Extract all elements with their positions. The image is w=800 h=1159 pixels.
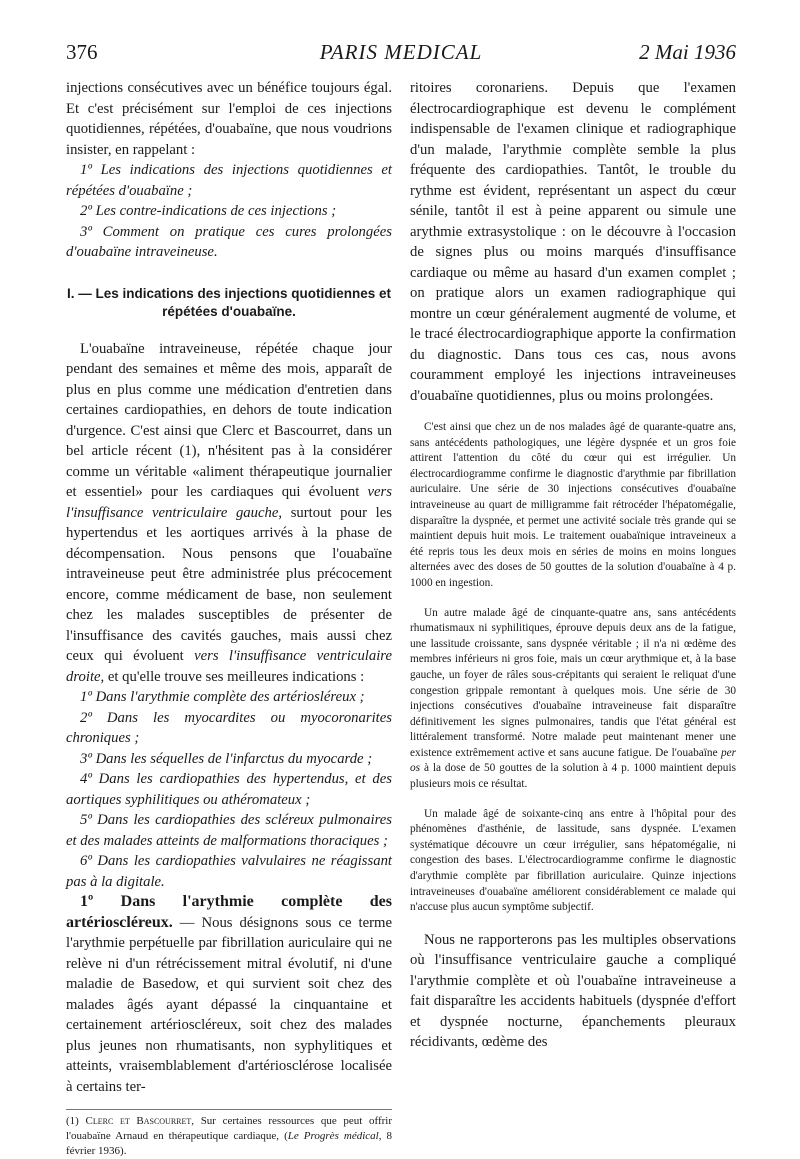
list1-item-1: 1º Les indications des injections quotidiennes et répétées d'ouabaïne ; bbox=[66, 162, 392, 199]
list2-item-3: 3º Dans les séquelles de l'infarctus du myocarde ; bbox=[80, 750, 373, 767]
right-paragraph-1: ritoires coronariens. Depuis que l'examen électrocardiographique est devenu le complément indispensable de l'examen clinique et radiographique d'un malade, l'arythmie complète semble la plus fréquente des cardiopathies. Tantôt, le trouble du rythme est évident, représentant un aspect du cœur sénile, tantôt il est à peine apparent ou simule une arythmie extrasystolique : on le découvre à l'occasion de signes plus ou moins marqués d'insuffisance cardiaque ou même au hasard d'un examen complet ; on pratique alors un examen radiographique qui montre un cœur généralement augmenté de volume, et le tracé électrocardiographique apporte la confirmation du diagnostic. Dans tous ces cas, nous avons couramment employé les injections intraveineuses d'ouabaïne quotidiennes, plus ou moins prolongées. bbox=[410, 80, 736, 404]
case-report-2: Un autre malade âgé de cinquante-quatre ans, sans antécédents rhumatismaux ni syphilitiques, éprouve depuis deux ans de la fatigue, une lassitude croissante, sans dyspnée véritable ; il n'a ni œdème des membres inférieurs ni gros foie, mais un cœur arythmique et, à la base gauche, un foyer de râles sous-crépitants qui seraient le reliquat d'une congestion grippale remontant à quelques mois. Une série de 30 injections consécutives d'ouabaïne intraveineuse fait disparaître définitivement les signes pulmonaires, tandis que l'état général est littéralement transformé. Notre malade peut maintenant mener une existence extrêmement active et sans aucune fatigue. De l'ouabaïne per os à la dose de 50 gouttes de la solution à 4 p. 1000 maintient depuis plusieurs mois ce résultat. bbox=[410, 606, 736, 791]
list2-item-6: 6º Dans les cardiopathies valvulaires ne réagissant pas à la digitale. bbox=[66, 853, 392, 890]
page-number: 376 bbox=[66, 40, 98, 64]
list1-item-2: 2º Les contre-indications de ces injections ; bbox=[80, 203, 337, 219]
left-paragraph-1: injections consécutives avec un bénéfice toujours égal. Et c'est précisément sur l'emploi de ces injections quotidiennes, répétées, d'ouabaïne, que nous voudrions insister, en rappelant : bbox=[66, 80, 392, 158]
right-paragraph-2: Nous ne rapporterons pas les multiples observations où l'insuffisance ventriculaire gauche a compliqué l'arythmie complète et où l'ouabaïne intraveineuse a fait disparaître les accidents habituels (dyspnée d'effort et dyspnée nocturne, épanchements pleuraux récidivants, œdème des bbox=[410, 931, 736, 1051]
case-report-1: C'est ainsi que chez un de nos malades âgé de quarante-quatre ans, sans antécédents pathologiques, une légère dyspnée et un gros foie attirent l'attention du côté du cœur qui est irrégulier. Un électrocardiogramme confirme le diagnostic d'arythmie par fibrillation auriculaire. Une série de 30 injections consécutives d'ouabaïne intraveineuse au quart de milligramme fait rétrocéder l'hépatomégalie, disparaître la dyspnée, et permet une activité sociale très grande qui se maintient depuis huit mois. Le traitement ouabaïnique intraveineux a été repris tous les deux mois en séries de moins en moins longues alternées avec des doses de 50 gouttes de la solution d'ouabaïne à 4 p. 1000 en ingestion. bbox=[410, 421, 736, 589]
left-paragraph-2: L'ouabaïne intraveineuse, répétée chaque jour pendant des semaines et même des mois, apparaît de plus en plus comme une médication d'entretien dans certaines cardiopathies, en dehors de toute indication d'urgence. C'est ainsi que Clerc et Bascourret, dans un bel article récent (1), n'hésitent pas à la considérer comme un véritable «aliment thérapeutique journalier et essentiel» pour les cardiaques qui évoluent vers l'insuffisance ventriculaire gauche, surtout pour les hypertendus et les aortiques arrivés à la phase de décompensation. Nous pensons que l'ouabaïne intraveineuse peut être administrée plus précocement encore, comme médicament de base, non seulement chez les malades susceptibles de présenter de l'insuffisance des cavités gauches, mais aussi chez ceux qui évoluent vers l'insuffisance ventriculaire droite, et qu'elle trouve ses meilleures indications : bbox=[66, 340, 392, 685]
footnote: (1) Clerc et Bascourret, Sur certaines ressources que peut offrir l'ouabaïne Arnaud en thérapeutique cardiaque, (Le Progrès médical, 8 février 1936). bbox=[66, 1109, 392, 1159]
left-column bbox=[66, 78, 392, 1159]
left-paragraph-3: 1º Dans l'arythmie complète des artérioscléreux. — Nous désignons sous ce terme l'arythmie perpétuelle par fibrillation auriculaire qui ne relève ni d'un rétrécissement mitral évolutif, ni d'une maladie de Basedow, et qui survient soit chez des malades âgés ayant dépassé la cinquantaine et certainement artérioscléreux, soit chez des malades plus jeunes non rhumatisants, non syphylitiques et atteints, vraisemblablement d'artériosclérose localisée à certains ter- bbox=[66, 893, 392, 1095]
list2-item-2: 2º Dans les myocardites ou myocoronarites chroniques ; bbox=[66, 709, 392, 746]
right-column bbox=[410, 78, 736, 1053]
list2-item-1: 1º Dans l'arythmie complète des artériosléreux ; bbox=[80, 689, 365, 705]
section-heading: I. — Les indications des injections quotidiennes et répétées d'ouabaïne. bbox=[66, 285, 392, 319]
page-header bbox=[66, 40, 736, 70]
list1-item-3: 3º Comment on pratique ces cures prolongées d'ouabaïne intraveineuse. bbox=[66, 223, 392, 260]
list2-item-4: 4º Dans les cardiopathies des hypertendus, et des aortiques syphilitiques ou athéromateux ; bbox=[66, 771, 392, 808]
issue-date: 2 Mai 1936 bbox=[639, 40, 736, 64]
case-report-3: Un malade âgé de soixante-cinq ans entre à l'hôpital pour des phénomènes d'asthénie, de lassitude, sans dyspnée. L'examen systématique découvre un cœur irrégulier, sans hépatomégalie, ni congestion des bases. L'électrocardiogramme confirme le diagnostic d'arythmie complète par fibrillation auriculaire. Quinze injections intraveineuses d'ouabaïne améliorent considérablement ce malade qui n'accuse plus aucun symptôme subjectif. bbox=[410, 807, 736, 914]
journal-title: PARIS MEDICAL bbox=[319, 40, 483, 64]
list2-item-5: 5º Dans les cardiopathies des scléreux pulmonaires et des malades atteints de malformations thoraciques ; bbox=[66, 812, 392, 849]
